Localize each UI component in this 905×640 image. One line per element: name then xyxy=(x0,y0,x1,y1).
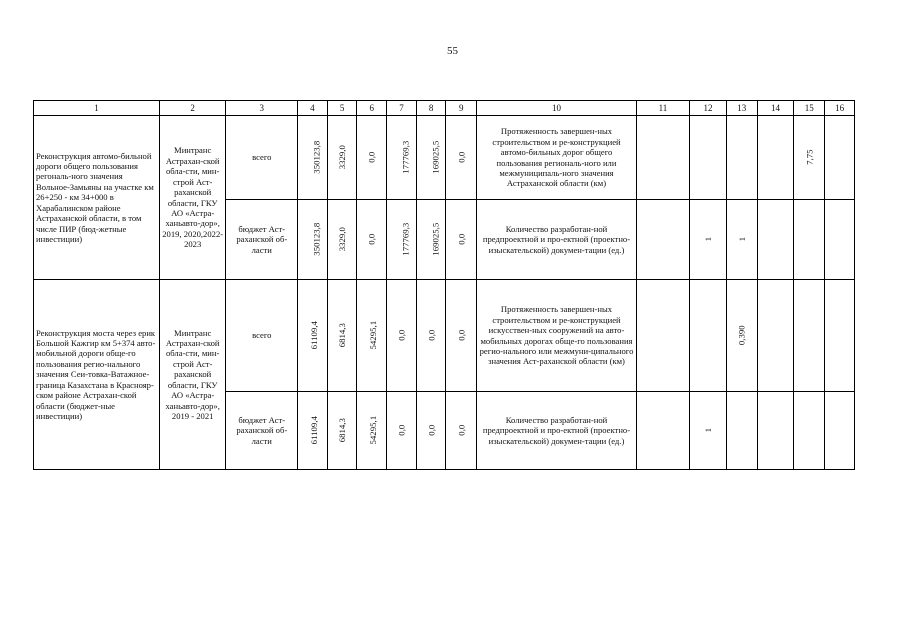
executor-cell: Минтранс Астрахан-ской обла-сти, мин-строй Аст-раханской области, ГКУ АО «Астра-ханьавто-дор», 2019, 2020,2022-2023 xyxy=(159,116,226,280)
program-table xyxy=(33,100,855,470)
value-cell: 6814,3 xyxy=(327,392,357,470)
indicator-cell: Протяженность завершен-ных строительством и ре-конструкцией искусствен-ных сооружений на авто-мобильных дорогах обще-го пользования регио-нального или межмуни-ципального значения Аст-раханской области (км) xyxy=(477,280,637,392)
header-cell: 13 xyxy=(726,101,757,116)
indicator-cell: Протяженность завершен-ных строительством и ре-конструкцией автомо-бильных дорог общего пользования региональ-ного или межмуниципаль-ного значения Астраханской области (км) xyxy=(477,116,637,200)
value-cell: 177769,3 xyxy=(387,116,417,200)
value-cell: 61109,4 xyxy=(298,280,328,392)
value-cell xyxy=(757,116,794,200)
indicator-cell: Количество разработан-ной предпроектной и про-ектной (проектно-изыскательской) докумен-тации (ед.) xyxy=(477,392,637,470)
header-cell: 15 xyxy=(794,101,825,116)
executor-cell: Минтранс Астрахан-ской обла-сти, мин-строй Аст-раханской области, ГКУ АО «Астра-ханьавто-дор», 2019 - 2021 xyxy=(159,280,226,470)
header-cell: 12 xyxy=(690,101,727,116)
header-cell: 4 xyxy=(298,101,328,116)
value-cell: 0,0 xyxy=(446,392,477,470)
value-cell xyxy=(636,116,689,200)
value-cell xyxy=(825,392,855,470)
header-cell: 1 xyxy=(34,101,160,116)
value-cell: 3329,0 xyxy=(327,116,357,200)
value-cell xyxy=(757,392,794,470)
header-cell: 3 xyxy=(226,101,298,116)
header-cell: 2 xyxy=(159,101,226,116)
indicator-cell: Количество разработан-ной предпроектной и про-ектной (проектно-изыскательской) докумен-тации (ед.) xyxy=(477,200,637,280)
value-cell: 0,0 xyxy=(446,200,477,280)
value-cell xyxy=(636,392,689,470)
value-cell: 6814,3 xyxy=(327,280,357,392)
value-cell: 1 xyxy=(726,200,757,280)
value-cell: 177769,3 xyxy=(387,200,417,280)
value-cell: 0,0 xyxy=(387,280,417,392)
value-cell: 0,0 xyxy=(416,392,446,470)
value-cell xyxy=(726,392,757,470)
header-cell: 10 xyxy=(477,101,637,116)
header-cell: 8 xyxy=(416,101,446,116)
value-cell: 7,75 xyxy=(794,116,825,200)
value-cell: 61109,4 xyxy=(298,392,328,470)
table-row xyxy=(34,280,855,392)
value-cell: 169025,5 xyxy=(416,116,446,200)
header-cell: 9 xyxy=(446,101,477,116)
value-cell xyxy=(794,392,825,470)
value-cell xyxy=(690,280,727,392)
value-cell xyxy=(636,200,689,280)
value-cell xyxy=(825,116,855,200)
header-row xyxy=(34,101,855,116)
header-cell: 6 xyxy=(357,101,387,116)
value-cell: 0,0 xyxy=(446,116,477,200)
value-cell xyxy=(794,280,825,392)
value-cell: 350123,8 xyxy=(298,116,328,200)
value-cell xyxy=(726,116,757,200)
project-name: Реконструкция автомо-бильной дороги общего пользования регональ-ного значения Вольное-Замьяны на участке км 26+250 - км 34+000 в Харабалинском районе Астраханской области, в том числе ПИР (бюд-жетные инвестиции) xyxy=(34,116,160,280)
value-cell xyxy=(757,280,794,392)
header-cell: 11 xyxy=(636,101,689,116)
header-cell: 5 xyxy=(327,101,357,116)
value-cell: 54295,1 xyxy=(357,280,387,392)
value-cell xyxy=(757,200,794,280)
value-cell: 0,390 xyxy=(726,280,757,392)
funding-source: всего xyxy=(226,116,298,200)
table-row xyxy=(34,116,855,200)
value-cell xyxy=(690,116,727,200)
value-cell xyxy=(825,200,855,280)
header-cell: 7 xyxy=(387,101,417,116)
value-cell: 1 xyxy=(690,392,727,470)
value-cell: 0,0 xyxy=(357,200,387,280)
value-cell: 0,0 xyxy=(416,280,446,392)
project-name: Реконструкция моста через ерик Большой Кажгир км 5+374 авто-мобильной дороги обще-го пользования регио-нального значения Сеи-товка-Ватажное-граница Казахстана в Краснояр-ском районе Астрахан-ской области (бюджет-ные инвестиции) xyxy=(34,280,160,470)
value-cell: 1 xyxy=(690,200,727,280)
value-cell: 350123,8 xyxy=(298,200,328,280)
value-cell: 3329,0 xyxy=(327,200,357,280)
page-number: 55 xyxy=(447,45,458,57)
funding-source: бюджет Аст-раханской об-ласти xyxy=(226,392,298,470)
value-cell: 0,0 xyxy=(387,392,417,470)
value-cell xyxy=(794,200,825,280)
funding-source: всего xyxy=(226,280,298,392)
value-cell: 0,0 xyxy=(357,116,387,200)
value-cell xyxy=(636,280,689,392)
header-cell: 16 xyxy=(825,101,855,116)
header-cell: 14 xyxy=(757,101,794,116)
value-cell: 169025,5 xyxy=(416,200,446,280)
value-cell: 54295,1 xyxy=(357,392,387,470)
value-cell: 0,0 xyxy=(446,280,477,392)
value-cell xyxy=(825,280,855,392)
funding-source: бюджет Аст-раханской об-ласти xyxy=(226,200,298,280)
